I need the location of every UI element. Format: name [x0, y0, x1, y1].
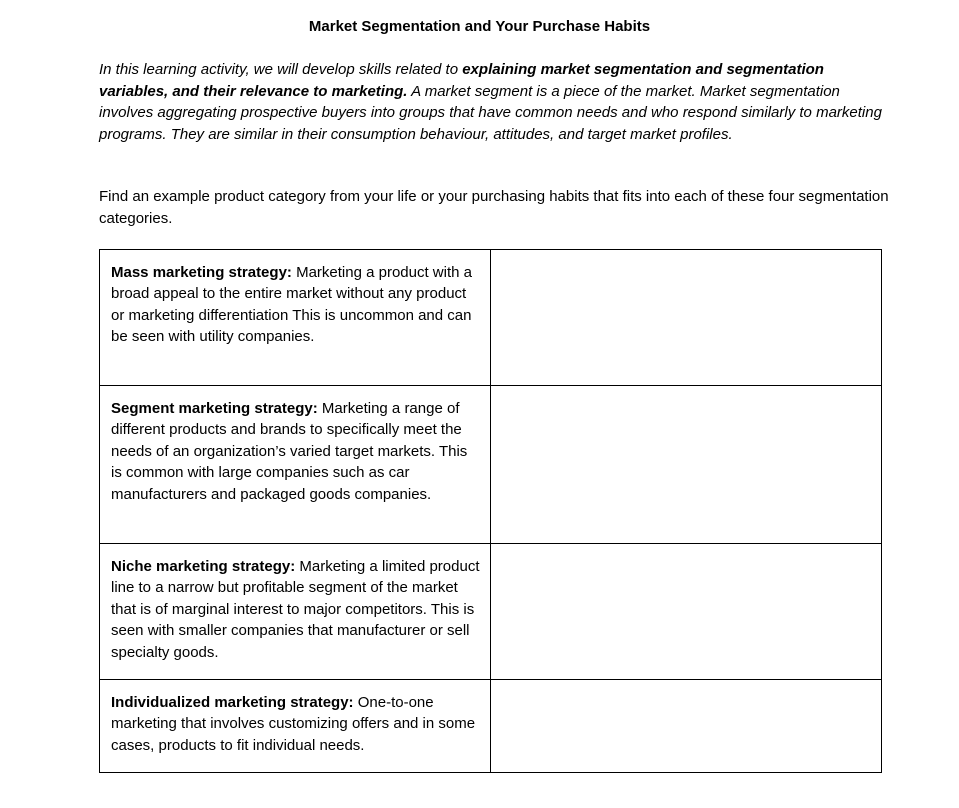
table-row	[100, 544, 882, 680]
segmentation-table	[99, 249, 882, 773]
strategy-definition: Marketing a limited product line to a narrow but profitable segment of the market that is of marginal interest to major competitors. This is seen with smaller companies that manufacturer or sell specialty goods.	[111, 558, 480, 661]
intro-bold: explaining market segmentation and segmentation variables, and their relevance to marketing.	[99, 61, 824, 100]
strategy-definition: Marketing a product with a broad appeal to the entire market without any product or marketing differentiation This is uncommon and can be seen with utility companies.	[111, 264, 472, 346]
intro-rest: A market segment is a piece of the market. Market segmentation involves aggregating prospective buyers into groups that have common needs and who respond similarly to marketing programs. They are similar in their consumption behaviour, attitudes, and target market profiles.	[99, 82, 882, 143]
strategy-term: Niche marketing strategy:	[111, 558, 296, 575]
strategy-definition: Marketing a range of different products and brands to specifically meet the needs of an organization’s varied target markets. This is common with large companies such as car manufacturers and packaged goods companies.	[111, 400, 468, 503]
intro-lead: In this learning activity, we will develop skills related to	[99, 61, 463, 78]
table-row	[100, 386, 882, 544]
strategy-description-cell	[100, 544, 491, 680]
answer-cell-niche[interactable]	[491, 544, 882, 680]
answer-cell-mass[interactable]	[491, 250, 882, 386]
document-title: Market Segmentation and Your Purchase Habits	[308, 18, 651, 35]
strategy-description-cell	[100, 386, 491, 544]
strategy-term: Individualized marketing strategy:	[111, 694, 354, 711]
table-row	[100, 680, 882, 773]
intro-paragraph	[99, 59, 889, 145]
strategy-description-cell	[100, 250, 491, 386]
strategy-term: Segment marketing strategy:	[111, 400, 318, 417]
strategy-term: Mass marketing strategy:	[111, 264, 292, 281]
answer-cell-individualized[interactable]	[491, 680, 882, 773]
answer-cell-segment[interactable]	[491, 386, 882, 544]
strategy-description-cell	[100, 680, 491, 773]
table-row	[100, 250, 882, 386]
strategy-definition: One-to-one marketing that involves customizing offers and in some cases, products to fit individual needs.	[111, 694, 476, 754]
instruction-paragraph: Find an example product category from your life or your purchasing habits that fits into each of these four segmentation categories.	[99, 188, 889, 227]
